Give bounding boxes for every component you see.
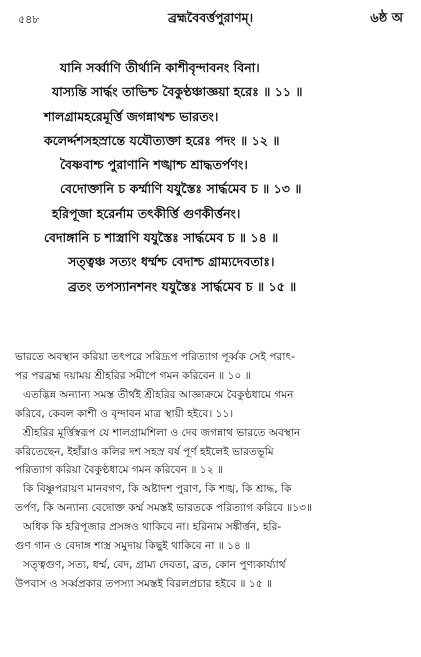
commentary-paragraph [15, 386, 411, 424]
commentary-line: উপবাস ও সর্ব্বপ্রকার তপস্যা সমস্তই বিরলপ্রচার হইবে ॥ ১৫ ॥ [15, 577, 273, 590]
book-title: ব্রহ্মবৈবর্ত্তপুরাণম্। [167, 10, 254, 25]
commentary-line: অধিক কি হরিপূজার প্রসঙ্গও থাকিবে না। হরিনাম সঙ্কীর্ত্তন, হরি- [23, 521, 282, 534]
verse-line: বেদাঙ্গানি চ শাস্ত্রাণি যযুস্তৈঃ সার্দ্ধমেব চ ॥ ১৪ ॥ [44, 230, 279, 246]
page-number: ৫৪৮ [18, 13, 40, 26]
commentary-line: তর্পণ, কি অন্যান্য বেদোক্ত কর্ম্ম সমস্তই ভারতকে পরিত্যাগ করিবে ॥১৩॥ [15, 502, 313, 515]
commentary-paragraph [15, 348, 411, 386]
commentary-paragraph [15, 424, 411, 481]
commentary-line: পরিত্যাগ করিয়া বৈকুণ্ঠধামে গমন করিবেন ॥ ১২ ॥ [15, 464, 223, 477]
commentary-line: কি বিষ্ণুপরায়ণ মানবগণ, কি অষ্টাদশ পুরাণ, কি শঙ্খ, কি শ্রাদ্ধ, কি [23, 483, 292, 496]
commentary-paragraph [15, 556, 411, 594]
commentary-line: গুণ গান ও বেদাঙ্গ শাস্ত্র সমুদায় কিছুই থাকিবে না ॥ ১৪ ॥ [15, 540, 251, 553]
chapter-label: ৬ষ্ঠ অ [370, 11, 403, 26]
commentary-paragraph [15, 518, 411, 556]
verse-line: বেদোক্তানি চ কর্ম্মাণি যযুস্তৈঃ সার্দ্ধমেব চ ॥ ১৩ ॥ [60, 181, 302, 197]
verse-line: শালগ্রামহরেমূর্ত্তি জগন্নাথশ্চ ভারতং। [44, 108, 219, 124]
commentary-line: পর পরব্রহ্ম দয়াময় শ্রীহরির সমীপে গমন করিবেন ॥ ১০ ॥ [15, 369, 251, 382]
verse-line: যাস্যন্তি সার্দ্ধং তাভিশ্চ বৈকুণ্ঠঞ্চাজ্ঞয়া হরেঃ ॥ ১১ ॥ [52, 84, 303, 100]
commentary-paragraph [15, 480, 411, 518]
commentary-line: করিবে, কেবল কাশী ও বৃন্দাবন মাত্র স্থায়ী হইবে। ১১। [15, 407, 234, 420]
verse-line: যানি সর্ব্বাণি তীর্থানি কাশীবৃন্দাবনং বিনা। [60, 60, 260, 75]
bengali-commentary [15, 348, 411, 594]
page-header [18, 9, 403, 31]
commentary-line: করিতেছেন, ইহাঁরাও কলির দশ সহস্র বর্ষ পূর্ণ হইলেই ভারতভূমি [15, 445, 274, 458]
commentary-line: শ্রীহরির মূর্ত্তিস্বরূপ যে শালগ্রামশিলা ও দেব জগন্নাথ ভারতে অবস্থান [23, 426, 301, 439]
verse-line: সত্ত্বঞ্চ সত্যং ধর্ম্মশ্চ বেদাশ্চ গ্রাম্যদেবতাঃ। [68, 254, 275, 270]
commentary-line: এতদ্ভিন্ন অন্যান্য সমস্ত তীর্থই শ্রীহরির আজ্ঞাক্রমে বৈকুণ্ঠধামে গমন [23, 388, 294, 401]
verse-line: ব্রতং তপস্যানশনং যযুস্তৈঃ সার্দ্ধমেব চ ॥ ১৫ ॥ [68, 278, 297, 294]
verse-line: কলেৰ্দ্দশসহস্রান্তে যযৌত্যক্তা হরেঃ পদং ॥ ১২ ॥ [44, 132, 280, 148]
commentary-line: ভারতে অবস্থান করিয়া তৎপরে সরিদ্রূপ পরিত্যাগ পূর্ব্বক সেই পরাৎ- [15, 351, 295, 363]
sanskrit-verses [40, 56, 407, 299]
verse-line: হরিপূজা হরের্নাম তৎকীর্ত্তি গুণকীর্ত্তনং। [52, 205, 241, 221]
commentary-line: সত্ত্বগুণ, সত্য, ধর্ম্ম, বেদ, গ্রাম্য দেবতা, ব্রত, কোন পুণ্যকার্য্যার্থ [23, 558, 286, 571]
verse-line: বৈষ্ণবাশ্চ পুরাণানি শঙ্খাশ্চ শ্রাদ্ধতর্পণং। [60, 157, 248, 173]
